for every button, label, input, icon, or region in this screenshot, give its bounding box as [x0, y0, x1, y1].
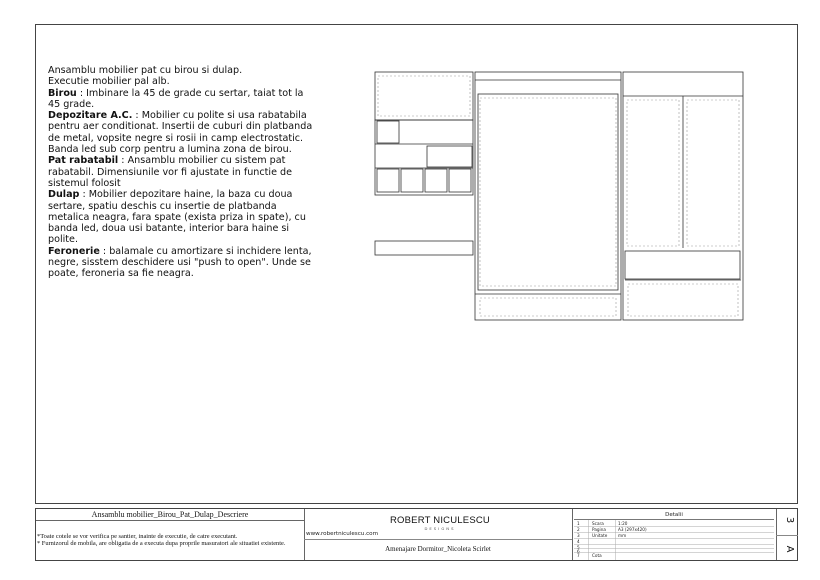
ac-storage-shelves: [375, 120, 473, 195]
section-label: Birou: [48, 87, 77, 99]
section-label: Feronerie: [48, 245, 100, 257]
wardrobe-drawer: [625, 251, 740, 279]
title-divider: [304, 539, 572, 540]
logo-subtitle: DESIGNS: [424, 526, 456, 531]
sheet-number: 3: [784, 516, 795, 524]
website-link[interactable]: www.robertniculescu.com: [306, 531, 379, 537]
details-header: Detalii: [574, 510, 774, 520]
details-row: 2 Pagina A3 (297x420): [577, 527, 647, 532]
section-text: : Mobilier cu polite si usa rabatabila pentru aer conditionat. Insertii de cuburi din platbanda de metal, vopsite negre si rosii in camp electrostatic. Banda led sub corp pentru a lumina zona de birou.: [48, 110, 313, 156]
metal-cube: [425, 169, 447, 192]
note-line: *Toate cotele se vor verifica pe santier, inainte de executie, de catre executant.: [37, 533, 238, 540]
details-row: 3 Unitate mm: [577, 533, 627, 538]
details-row: 4: [577, 539, 580, 544]
site-notes: [37, 533, 303, 548]
company-logo: [380, 515, 500, 531]
details-row: 7 Cota: [577, 553, 602, 558]
metal-cube: [401, 169, 423, 192]
section-depozitare: [48, 110, 318, 155]
details-row: 5: [577, 545, 580, 550]
details-row: 6: [577, 549, 580, 554]
title-divider: [572, 509, 573, 560]
ac-storage-upper: [375, 72, 473, 120]
metal-cube: [377, 121, 399, 143]
intro-line-1: Ansamblu mobilier pat cu birou si dulap.: [48, 65, 243, 76]
project-name: Amenajare Dormitor_Nicoleta Scirlet: [385, 545, 491, 553]
drawing-title: Ansamblu mobilier_Birou_Pat_Dulap_Descriere: [36, 509, 304, 521]
bed-panel: [478, 94, 618, 290]
title-divider: [304, 509, 305, 560]
metal-cube: [427, 146, 472, 167]
section-pat: [48, 155, 318, 189]
details-row: 1 Scara 1:20: [577, 521, 628, 526]
details-grid: [574, 520, 774, 560]
intro-line-2: Executie mobilier pal alb.: [48, 76, 170, 88]
section-birou: [48, 88, 318, 111]
title-divider: [776, 535, 798, 536]
section-label: Dulap: [48, 189, 80, 201]
section-label: Depozitare A.C.: [48, 110, 133, 122]
bed-cabinet: [475, 72, 621, 320]
section-label: Pat rabatabil: [48, 155, 119, 167]
section-text: : balamale cu amortizare si inchidere lenta, negre, sisstem deschidere usi "push to open". Unde se poate, feroneria sa fie neagra.: [48, 245, 312, 280]
elevation-svg: [370, 66, 750, 326]
section-dulap: [48, 189, 318, 245]
section-feronerie: [48, 246, 318, 280]
section-text: : Mobilier depozitare haine, la baza cu doua sertare, spatiu deschis cu insertie de platbanda metalica neagra, fara spate (exista priza in spate), cu banda led, doua usi batante, interior bara haine si polite.: [48, 189, 306, 246]
metal-cube: [377, 169, 399, 192]
description-text: [48, 65, 318, 280]
section-text: : Ansamblu mobilier cu sistem pat rabatabil. Dimensiunile vor fi ajustate in functie de sistemul folosit: [48, 155, 293, 189]
furniture-elevation-drawing: [370, 66, 750, 326]
section-text: : Imbinare la 45 de grade cu sertar, taiat tot la 45 grade.: [48, 87, 304, 110]
revision-letter: A: [784, 545, 795, 553]
logo-name: ROBERT NICULESCU: [390, 515, 490, 526]
desk-top: [375, 241, 473, 255]
metal-cube: [449, 169, 471, 192]
note-line: * Furnizorul de mobila, are obligatia de a executa dupa proprile masuratori ale situatiei existente.: [37, 540, 286, 548]
